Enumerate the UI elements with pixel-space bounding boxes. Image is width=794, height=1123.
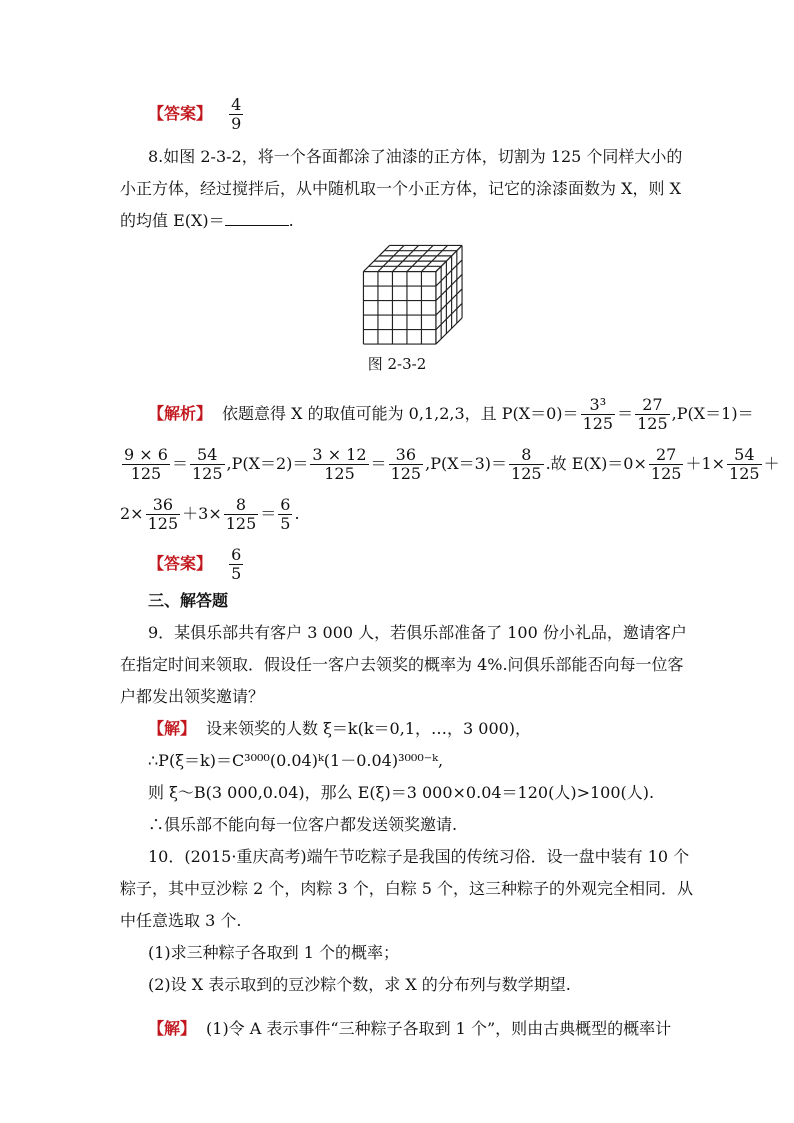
sol9-line-4: ∴俱乐部不能向每一位客户都发送领奖邀请.: [148, 815, 458, 834]
cube-edge: [421, 245, 447, 271]
sol9-line-1: 【解】 设来领奖的人数 ξ＝k(k＝0,1，…，3 000)，: [148, 719, 532, 738]
sol10-line-1: 【解】 (1)令 A 表示事件“三种粽子各取到 1 个”，则由古典概型的概率计: [148, 1019, 672, 1038]
sol8-line-3: 2× $\frac{36}{125}$ ＋3× $\frac{8}{125}$ ＝ $\frac{6}{5}$ .: [120, 495, 300, 533]
q8-line-3: 的均值 E(X)＝ .: [120, 211, 294, 230]
answer-blank: [225, 211, 289, 226]
sol9-line-2: ∴P(ξ＝k)＝C³⁰⁰⁰(0.04)ᵏ(1－0.04)³⁰⁰⁰⁻ᵏ,: [148, 751, 444, 770]
q10-part-2: (2)设 X 表示取到的豆沙粽个数，求 X 的分布列与数学期望.: [148, 975, 571, 994]
answer-line-2: 【答案】 $\frac{6}{5}$: [148, 545, 242, 583]
cube-edge: [436, 260, 462, 286]
cube-edge: [392, 245, 418, 271]
cube-edge: [363, 245, 389, 271]
cube-edge: [436, 303, 462, 329]
q8-line-1: 8.如图 2-3-2，将一个各面都涂了油漆的正方体，切割为 125 个同样大小的: [148, 147, 683, 166]
answer-fraction: $\frac{4}{9}$: [231, 95, 242, 133]
cube-edge: [378, 245, 404, 271]
cube-edge: [436, 289, 462, 315]
q9-line-2: 在指定时间来领取．假设任一客户去领奖的概率为 4%.问俱乐部能否向每一位客: [120, 655, 684, 674]
q8-line-2: 小正方体，经过搅拌后，从中随机取一个小正方体，记它的涂漆面数为 X，则 X: [120, 179, 681, 198]
q9-line-1: 9．某俱乐部共有客户 3 000 人，若俱乐部准备了 100 份小礼品，邀请客户: [148, 623, 687, 642]
cube-edge: [436, 318, 462, 344]
q9-line-3: 户都发出领奖邀请？: [120, 687, 265, 706]
q10-line-3: 中任意选取 3 个.: [120, 911, 242, 930]
q10-line-2: 粽子，其中豆沙粽 2 个，肉粽 3 个，白粽 5 个，这三种粽子的外观完全相同．从: [120, 879, 694, 898]
section-heading: 三、解答题: [148, 591, 229, 610]
cube-edge: [436, 245, 462, 271]
cube-edge: [407, 245, 433, 271]
sol8-line-1: 【解析】 依题意得 X 的取值可能为 0,1,2,3，且 P(X＝0)＝ $\frac{\text{3³}}{125}$ ＝ $\frac{27}{125}$ ,P(X＝1)＝: [148, 395, 754, 433]
sol9-line-3: 则 ξ～B(3 000,0.04)，那么 E(ξ)＝3 000×0.04＝120(人)>100(人).: [148, 783, 655, 802]
sol8-line-2: $\frac{9 \times 6}{125}$ ＝ $\frac{54}{125}$ ,P(X＝2)＝ $\frac{3 \times 12}{125}$ ＝ $\frac{36}{125}$ ,P(X＝3)＝ $\frac{8}{125}$ .故 E(X)＝0× $\frac{27}{125}$ ＋1× $\frac{54}{125}$ ＋: [124, 445, 780, 483]
answer-tag: 【答案】: [148, 104, 213, 123]
figure-caption: 图 2-3-2: [367, 355, 427, 373]
painted-cube-figure: [362, 244, 464, 346]
q10-part-1: (1)求三种粽子各取到 1 个的概率；: [148, 943, 400, 962]
answer-line-1: [148, 96, 245, 133]
q10-line-1: 10．(2015·重庆高考)端午节吃粽子是我国的传统习俗．设一盘中装有 10 个: [148, 847, 690, 866]
cube-edge: [436, 274, 462, 300]
